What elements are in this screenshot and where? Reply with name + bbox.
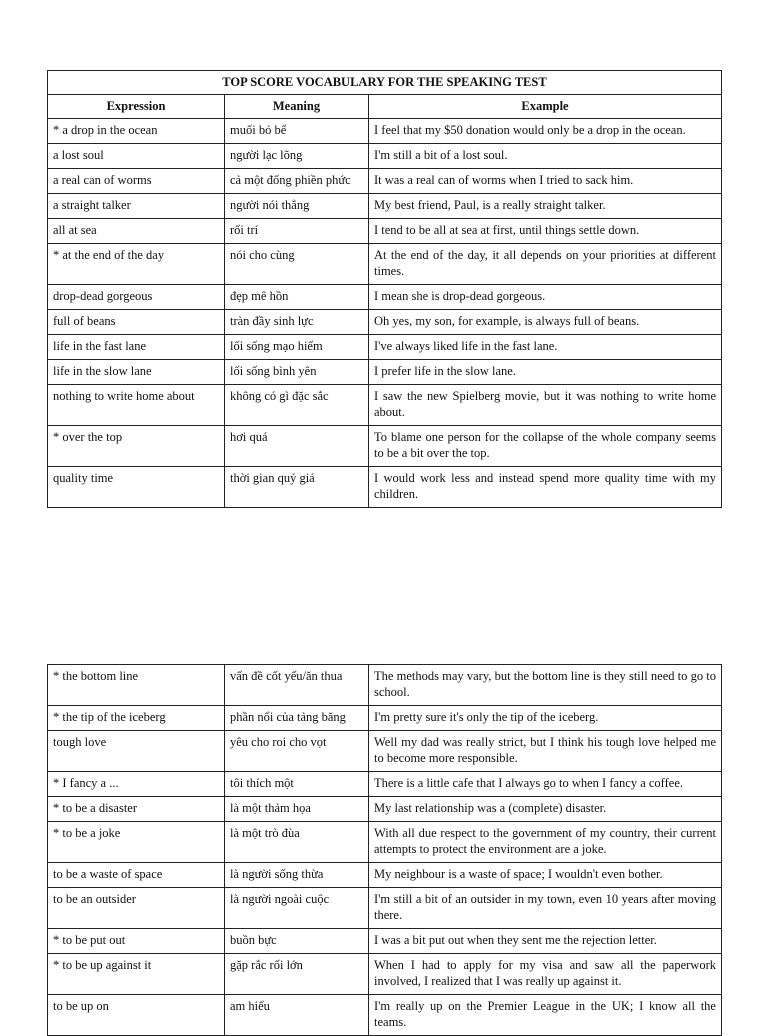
expression-cell: * at the end of the day — [48, 244, 225, 285]
table-row — [48, 822, 722, 863]
header-example: Example — [369, 95, 722, 119]
meaning-cell: cả một đống phiền phức — [225, 169, 369, 194]
meaning-cell: là một trò đùa — [225, 822, 369, 863]
meaning-cell: tràn đầy sinh lực — [225, 310, 369, 335]
expression-cell: tough love — [48, 731, 225, 772]
meaning-cell: hơi quá — [225, 426, 369, 467]
example-cell: My neighbour is a waste of space; I wouldn't even bother. — [369, 863, 722, 888]
meaning-cell: yêu cho roi cho vọt — [225, 731, 369, 772]
table-row — [48, 219, 722, 244]
example-cell: I was a bit put out when they sent me the rejection letter. — [369, 929, 722, 954]
table-row — [48, 385, 722, 426]
meaning-cell: là người sống thừa — [225, 863, 369, 888]
expression-cell: * the tip of the iceberg — [48, 706, 225, 731]
meaning-cell: người nói thẳng — [225, 194, 369, 219]
expression-cell: a lost soul — [48, 144, 225, 169]
table-row — [48, 772, 722, 797]
example-cell: I'm still a bit of an outsider in my town, even 10 years after moving there. — [369, 888, 722, 929]
table-row — [48, 863, 722, 888]
expression-cell: a straight talker — [48, 194, 225, 219]
expression-cell: a real can of worms — [48, 169, 225, 194]
example-cell: My best friend, Paul, is a really straight talker. — [369, 194, 722, 219]
expression-cell: * to be a disaster — [48, 797, 225, 822]
expression-cell: * over the top — [48, 426, 225, 467]
expression-cell: life in the fast lane — [48, 335, 225, 360]
table-row — [48, 467, 722, 508]
example-cell: I'm really up on the Premier League in the UK; I know all the teams. — [369, 995, 722, 1036]
expression-cell: to be a waste of space — [48, 863, 225, 888]
table-title: TOP SCORE VOCABULARY FOR THE SPEAKING TEST — [48, 71, 722, 95]
header-expression: Expression — [48, 95, 225, 119]
meaning-cell: gặp rắc rối lớn — [225, 954, 369, 995]
example-cell: There is a little cafe that I always go to when I fancy a coffee. — [369, 772, 722, 797]
expression-cell: all at sea — [48, 219, 225, 244]
expression-cell: * to be a joke — [48, 822, 225, 863]
table-row — [48, 360, 722, 385]
expression-cell: life in the slow lane — [48, 360, 225, 385]
example-cell: I'm pretty sure it's only the tip of the iceberg. — [369, 706, 722, 731]
vocabulary-table-2 — [47, 664, 722, 1036]
meaning-cell: vấn đề cốt yếu/ăn thua — [225, 665, 369, 706]
table-header-row — [48, 95, 722, 119]
expression-cell: to be an outsider — [48, 888, 225, 929]
example-cell: I saw the new Spielberg movie, but it was nothing to write home about. — [369, 385, 722, 426]
table-row — [48, 426, 722, 467]
example-cell: I'm still a bit of a lost soul. — [369, 144, 722, 169]
table-row — [48, 119, 722, 144]
example-cell: My last relationship was a (complete) disaster. — [369, 797, 722, 822]
table-row — [48, 144, 722, 169]
table-row — [48, 285, 722, 310]
example-cell: I prefer life in the slow lane. — [369, 360, 722, 385]
table-row — [48, 797, 722, 822]
meaning-cell: người lạc lõng — [225, 144, 369, 169]
table-row — [48, 995, 722, 1036]
meaning-cell: muối bỏ bể — [225, 119, 369, 144]
table-row — [48, 706, 722, 731]
vocabulary-table-1 — [47, 70, 722, 508]
expression-cell: full of beans — [48, 310, 225, 335]
expression-cell: * to be put out — [48, 929, 225, 954]
example-cell: Well my dad was really strict, but I think his tough love helped me to become more responsible. — [369, 731, 722, 772]
table-row — [48, 954, 722, 995]
example-cell: At the end of the day, it all depends on your priorities at different times. — [369, 244, 722, 285]
table-row — [48, 888, 722, 929]
header-meaning: Meaning — [225, 95, 369, 119]
example-cell: With all due respect to the government of my country, their current attempts to protect the environment are a joke. — [369, 822, 722, 863]
expression-cell: * I fancy a ... — [48, 772, 225, 797]
example-cell: To blame one person for the collapse of the whole company seems to be a bit over the top. — [369, 426, 722, 467]
table-row — [48, 665, 722, 706]
meaning-cell: là người ngoài cuộc — [225, 888, 369, 929]
meaning-cell: buồn bực — [225, 929, 369, 954]
table-row — [48, 929, 722, 954]
meaning-cell: lối sống bình yên — [225, 360, 369, 385]
meaning-cell: tôi thích một — [225, 772, 369, 797]
table-row — [48, 731, 722, 772]
example-cell: I feel that my $50 donation would only be a drop in the ocean. — [369, 119, 722, 144]
meaning-cell: nói cho cùng — [225, 244, 369, 285]
expression-cell: to be up on — [48, 995, 225, 1036]
example-cell: I mean she is drop-dead gorgeous. — [369, 285, 722, 310]
meaning-cell: phần nổi của tảng băng — [225, 706, 369, 731]
example-cell: I would work less and instead spend more quality time with my children. — [369, 467, 722, 508]
table-row — [48, 335, 722, 360]
expression-cell: * to be up against it — [48, 954, 225, 995]
meaning-cell: không có gì đặc sắc — [225, 385, 369, 426]
table-row — [48, 169, 722, 194]
example-cell: I tend to be all at sea at first, until things settle down. — [369, 219, 722, 244]
table-row — [48, 194, 722, 219]
table-title-row — [48, 71, 722, 95]
meaning-cell: là một thảm họa — [225, 797, 369, 822]
example-cell: When I had to apply for my visa and saw all the paperwork involved, I realized that I was really up against it. — [369, 954, 722, 995]
expression-cell: drop-dead gorgeous — [48, 285, 225, 310]
meaning-cell: đẹp mê hồn — [225, 285, 369, 310]
example-cell: It was a real can of worms when I tried to sack him. — [369, 169, 722, 194]
expression-cell: nothing to write home about — [48, 385, 225, 426]
meaning-cell: rối trí — [225, 219, 369, 244]
expression-cell: * the bottom line — [48, 665, 225, 706]
table-row — [48, 310, 722, 335]
table-row — [48, 244, 722, 285]
expression-cell: quality time — [48, 467, 225, 508]
expression-cell: * a drop in the ocean — [48, 119, 225, 144]
example-cell: Oh yes, my son, for example, is always full of beans. — [369, 310, 722, 335]
example-cell: I've always liked life in the fast lane. — [369, 335, 722, 360]
meaning-cell: lối sống mạo hiểm — [225, 335, 369, 360]
meaning-cell: am hiểu — [225, 995, 369, 1036]
meaning-cell: thời gian quý giá — [225, 467, 369, 508]
example-cell: The methods may vary, but the bottom line is they still need to go to school. — [369, 665, 722, 706]
